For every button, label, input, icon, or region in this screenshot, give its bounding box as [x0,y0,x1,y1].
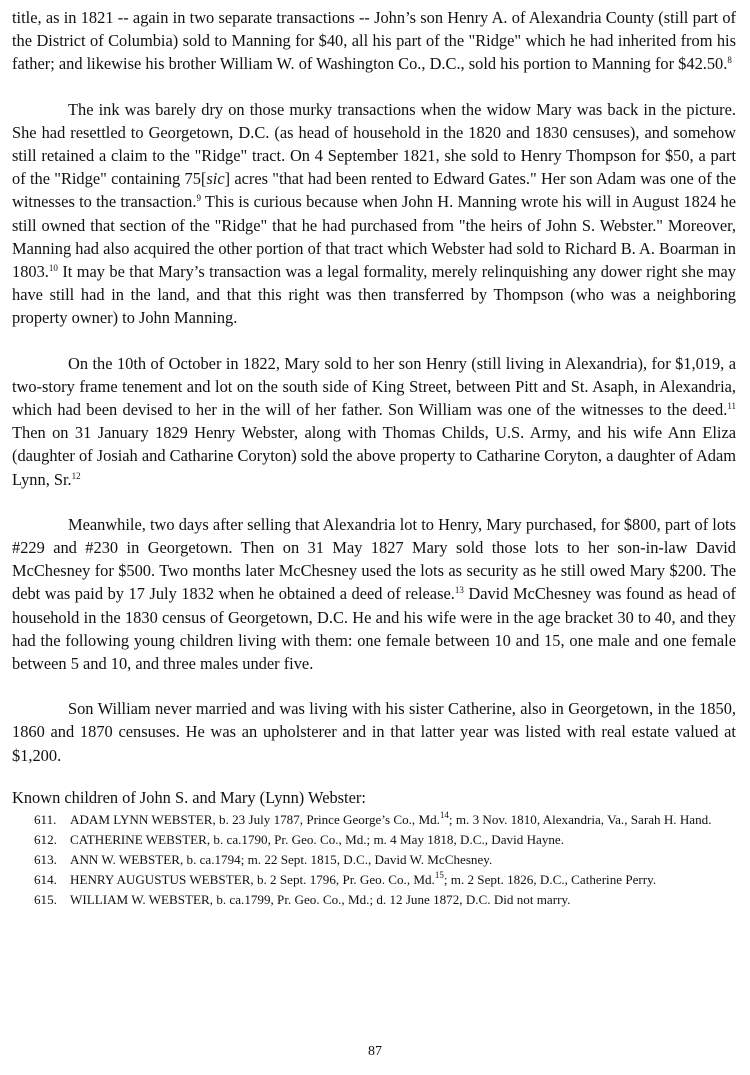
child-number: 613. [34,851,57,867]
paragraph-2: The ink was barely dry on those murky transactions when the widow Mary was back in the picture. She had resettled to Georgetown, D.C. (as head of household in the 1820 and 1830 censuses), and somehow still retained a claim to the "Ridge" tract. On 4 September 1821, she sold to Henry Thompson for $50, a part of the "Ridge" containing 75[sic] acres "that had been rented to Edward Gates." Her son Adam was one of the witnesses to the transaction.$^9$ This is curious because when John H. Manning wrote his will in August 1824 he still owned that section of the "Ridge" that he had purchased from "the heirs of John S. Webster." Moreover, Manning had also acquired the other portion of that tract which Webster had sold to Richard B. A. Boarman in 1803.10 It may be that Mary’s transaction was a legal formality, merely relinquishing any dower right she may have still had in the land, and that this right was then transferred by Thompson (who was a neighboring property owner) to John Manning. [12,99,737,328]
child-number: 614. [34,871,57,887]
page-number: 87 [368,1044,382,1059]
footnote-ref: 9 [196,193,201,204]
children-list [12,811,736,908]
paragraph-3: On the 10th of October in 1822, Mary sold to her son Henry (still living in Alexandria), for $1,019, a two-story frame tenement and lot on the south side of King Street, between Pitt and St. Asaph, in Alexandria, which had been devised to her in the will of her father. Son William was one of the witnesses to the deed.$^{11}$ Then on 31 January 1829 Henry Webster, along with Thomas Childs, U.S. Army, and his wife Ann Eliza (daughter of Josiah and Catharine Coryton) sold the above property to Catharine Coryton, a daughter of Adam Lynn, Sr.$^{12}$ [12,353,736,489]
footnote-ref: 14 [439,809,449,820]
child-entry: ADAM LYNN WEBSTER, b. 23 July 1787, Prince George’s Co., Md.$^{14}$; m. 3 Nov. 1810, Alexandria, Va., Sarah H. Hand. [70,809,712,827]
child-entry: WILLIAM W. WEBSTER, b. ca.1799, Pr. Geo. Co., Md.; d. 12 June 1872, D.C. Did not marry. [70,891,571,907]
child-entry: CATHERINE WEBSTER, b. ca.1790, Pr. Geo. Co., Md.; m. 4 May 1818, D.C., David Hayne. [70,831,565,847]
list-item [12,891,736,908]
list-item [12,871,736,888]
children-heading: Known children of John S. and Mary (Lynn) Webster: [12,787,366,807]
footnote-ref: 15 [434,869,444,880]
list-item [12,851,736,868]
child-entry: ANN W. WEBSTER, b. ca.1794; m. 22 Sept. 1815, D.C., David W. McChesney. [70,851,493,867]
paragraph-4: Meanwhile, two days after selling that Alexandria lot to Henry, Mary purchased, for $800, part of lots #229 and #230 in Georgetown. Then on 31 May 1827 Mary sold those lots to her son-in-law David McChesney for $500. Two months later McChesney used the lots as security as he still owed Mary $200. The debt was paid by 17 July 1832 when he obtained a deed of release.$^{13}$ David McChesney was found as head of household in the 1830 census of Georgetown, D.C. He and his wife were in the age bracket 30 to 40, and they had the following young children living with them: one female between 10 and 15, one male and one female between 5 and 10, and three males under five. [12,514,737,674]
list-item [12,831,736,848]
footnote-ref: 12 [71,470,81,481]
footnote-ref: 11 [727,401,736,412]
child-number: 612. [34,831,57,847]
footnote-ref: 13 [454,585,464,596]
paragraph-5: Son William never married and was living with his sister Catherine, also in Georgetown, in the 1850, 1860 and 1870 censuses. He was an upholsterer and in that latter year was listed with real estate valued at $1,200. [12,699,736,765]
child-entry: HENRY AUGUSTUS WEBSTER, b. 2 Sept. 1796, Pr. Geo. Co., Md.$^{15}$; m. 2 Sept. 1826, D.C., Catherine Perry. [70,869,657,887]
italic-text: sic [206,169,225,189]
footnote-ref: 10 [48,263,58,274]
child-number: 611. [34,811,57,827]
document-page [12,6,736,911]
child-number: 615. [34,891,57,907]
footnote-ref: 8 [727,55,732,66]
list-item [12,811,736,828]
paragraph-1: title, as in 1821 -- again in two separate transactions -- John’s son Henry A. of Alexandria County (still part of the District of Columbia) sold to Manning for $40, all his part of the "Ridge" which he had inherited from his father; and likewise his brother William W. of Washington Co., D.C., sold his portion to Manning for $42.50.$^8$ [12,8,736,74]
